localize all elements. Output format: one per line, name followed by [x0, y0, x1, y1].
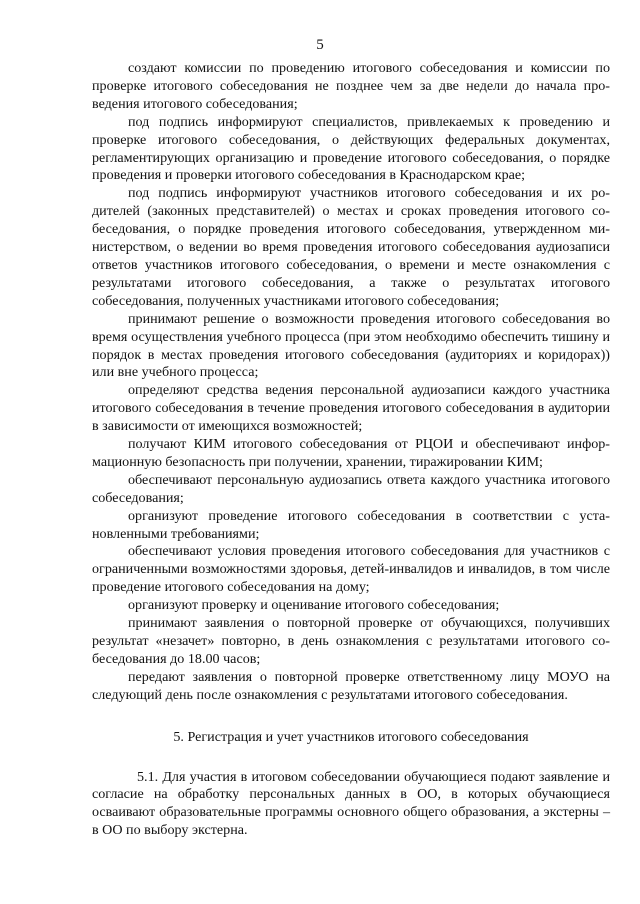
- paragraph-receive-kim: получают КИМ итогового собеседования от РЦОИ и обеспечивают информационную безопасность при получении, хранении, тиражировании КИМ;: [92, 436, 610, 470]
- paragraph-5-1: 5.1. Для участия в итоговом собеседовании обучающиеся подают заявление и согласие на обработку персональных данных в ОО, в которых обучающиеся осваивают образовательные программы основного общего образования, а экстерны – в ОО по выбору экстерна.: [92, 768, 610, 839]
- document-body: [92, 60, 610, 840]
- paragraph-accept-recheck: принимают заявления о повторной проверке от обучающихся, получивших результат «незачет» повторно, в день ознакомления с результатами итогового собеседования до 18.00 часов;: [92, 615, 610, 667]
- paragraph-decide-timing: принимают решение о возможности проведения итогового собеседования во время осуществления учебного процесса (при этом необходимо обеспечить тишину и порядок в местах проведения итогового собеседования (аудиториях и коридорах)) или вне учебного процесса;: [92, 310, 610, 381]
- paragraph-transfer-recheck: передают заявления о повторной проверке ответственному лицу МОУО на следующий день после ознакомления с результатами итогового собеседования.: [92, 668, 610, 703]
- paragraph-inform-specialists: под подпись информируют специалистов, привлекаемых к проведению и проверке итогового собеседования, о действующих федеральных документах, регламентирующих организацию и проведение итогового собеседования, о порядке проведения и проверки итогового собеседования в Краснодарском крае;: [92, 113, 610, 184]
- paragraph-audio-recording-means: определяют средства ведения персональной аудиозаписи каждого участника итогового собеседования в течение проведения итогового собеседования в аудитории в зависимости от имеющихся возможностей;: [92, 382, 610, 435]
- paragraph-organize-grading: организуют проверку и оценивание итогового собеседования;: [128, 597, 500, 614]
- paragraph-inform-participants: под подпись информируют участников итогового собеседования и их родителей (законных представителей) о местах и сроках проведения итогового собеседования, о порядке проведения итогового собеседования, утвержденном министерством, о ведении во время проведения итогового собеседования аудиозаписи ответов участников итогового собеседования, о времени и месте ознакомления с результатами итогового собеседования, а также о результатах итогового собеседования, полученных участниками итогового собеседования;: [92, 185, 610, 309]
- page-number: 5: [316, 37, 324, 53]
- paragraph-organize-conduct: организуют проведение итогового собеседования в соответствии с установленными требованиями;: [92, 507, 610, 542]
- paragraph-create-commissions: создают комиссии по проведению итогового собеседования и комиссии по проверке итогового собеседования не позднее чем за две недели до начала проведения итогового собеседования;: [92, 60, 610, 112]
- paragraph-special-conditions: обеспечивают условия проведения итогового собеседования для участников с ограниченными возможностями здоровья, детей-инвалидов и инвалидов, в том числе проведение итогового собеседования на дому;: [92, 543, 610, 596]
- paragraph-ensure-audio-recording: обеспечивают персональную аудиозапись ответа каждого участника итогового собеседования;: [92, 471, 610, 506]
- section-heading: 5. Регистрация и учет участников итогового собеседования: [173, 728, 529, 745]
